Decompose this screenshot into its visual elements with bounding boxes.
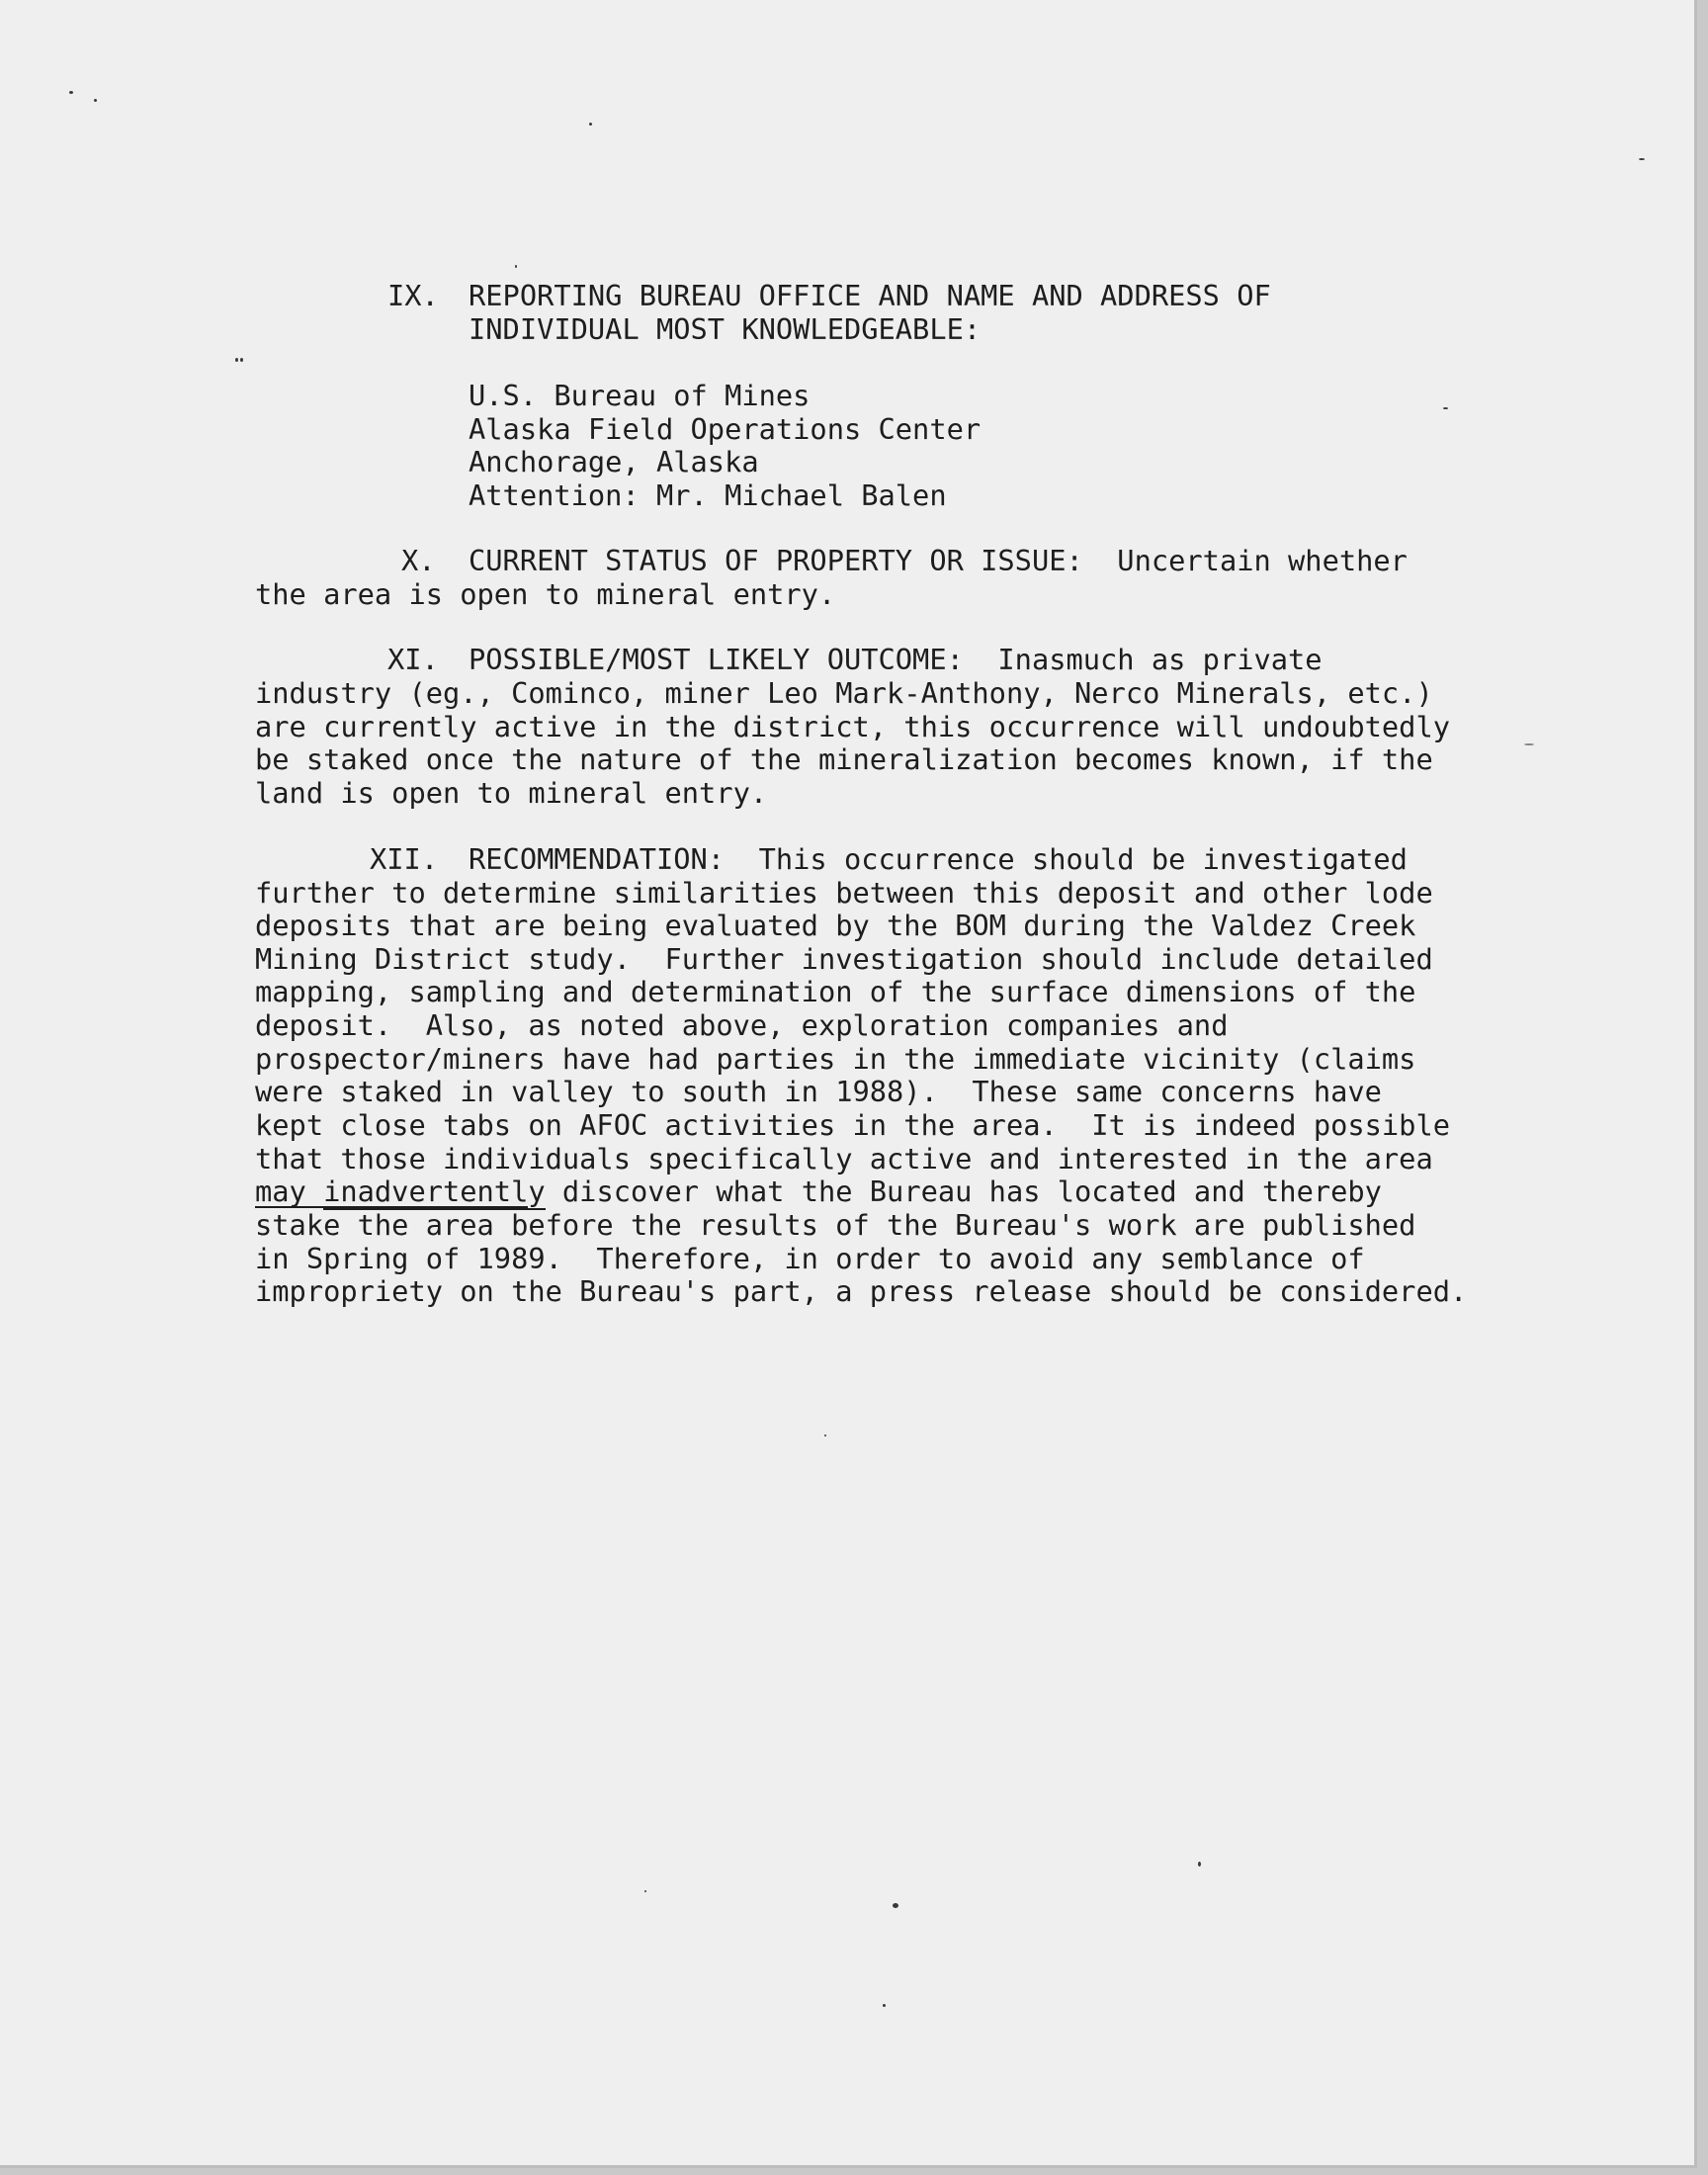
section-xii-line [255,1174,1382,1208]
section-xii-line: RECOMMENDATION: This occurrence should be investigated [469,842,1408,876]
line-text: discover what the Bureau has located and thereby [545,1174,1382,1208]
section-xi-line: POSSIBLE/MOST LIKELY OUTCOME: Inasmuch as private [469,643,1323,676]
scan-speck [69,91,73,94]
section-xii-line [255,1208,1415,1242]
section-ix-heading-line1: REPORTING BUREAU OFFICE AND NAME AND ADDRESS OF [469,279,1271,312]
section-xii-line: that those individuals specifically active and interested in the area [255,1142,1433,1175]
section-xi-number: XI. [387,643,439,676]
scan-speck [1198,1862,1201,1867]
section-xi-line: are currently active in the district, this occurrence will undoubtedly [255,710,1450,743]
scan-speck [589,123,592,126]
section-xii-line: in Spring of 1989. Therefore, in order to avoid any semblance of [255,1242,1365,1275]
scan-speck [240,358,243,362]
section-ix-heading-line2: INDIVIDUAL MOST KNOWLEDGEABLE: [469,312,982,346]
scan-speck [824,1435,826,1436]
underlined-word: inadvertently [323,1174,546,1208]
section-xii-line: prospector/miners have had parties in the immediate vicinity (claims [255,1042,1416,1076]
section-xii-line: Mining District study. Further investigation should include detailed [255,942,1433,976]
scan-speck [893,1903,898,1908]
section-x-number: X. [401,544,436,577]
section-xii-line: impropriety on the Bureau's part, a press release should be considered. [255,1274,1468,1308]
scan-speck [883,2004,886,2007]
section-x-line: the area is open to mineral entry. [255,577,836,611]
line-text: may [255,1174,324,1208]
line-text: efore the results of the Bureau's work are published [528,1208,1416,1242]
overlined-text: stake the area b [255,1208,529,1242]
scan-speck [94,99,97,102]
section-xii-line: were staked in valley to south in 1988). These same concerns have [255,1075,1382,1108]
section-ix-number: IX. [387,279,439,312]
section-xi-line: be staked once the nature of the mineralization becomes known, if the [255,742,1433,776]
section-xii-number: XII. [370,842,439,876]
address-line: Attention: Mr. Michael Balen [469,478,947,512]
section-xi-line: land is open to mineral entry. [255,776,768,810]
scan-speck [1443,407,1448,409]
address-line: U.S. Bureau of Mines [469,379,811,412]
scan-speck [515,265,517,268]
section-x-line: CURRENT STATUS OF PROPERTY OR ISSUE: Uncertain whether [469,544,1408,577]
section-xii-line: mapping, sampling and determination of the surface dimensions of the [255,975,1416,1008]
scan-speck [644,1890,646,1892]
scan-speck [1639,158,1645,160]
address-line: Anchorage, Alaska [469,445,759,478]
address-line: Alaska Field Operations Center [469,412,982,446]
section-xii-line: kept close tabs on AFOC activities in the area. It is indeed possible [255,1108,1450,1142]
section-xii-line: deposit. Also, as noted above, exploration companies and [255,1008,1229,1042]
scan-speck [235,358,238,362]
scan-speck [1524,743,1534,745]
section-xii-line: further to determine similarities between this deposit and other lode [255,876,1433,910]
section-xii-line: deposits that are being evaluated by the BOM during the Valdez Creek [255,909,1416,942]
section-xi-line: industry (eg., Cominco, miner Leo Mark-Anthony, Nerco Minerals, etc.) [255,676,1433,710]
